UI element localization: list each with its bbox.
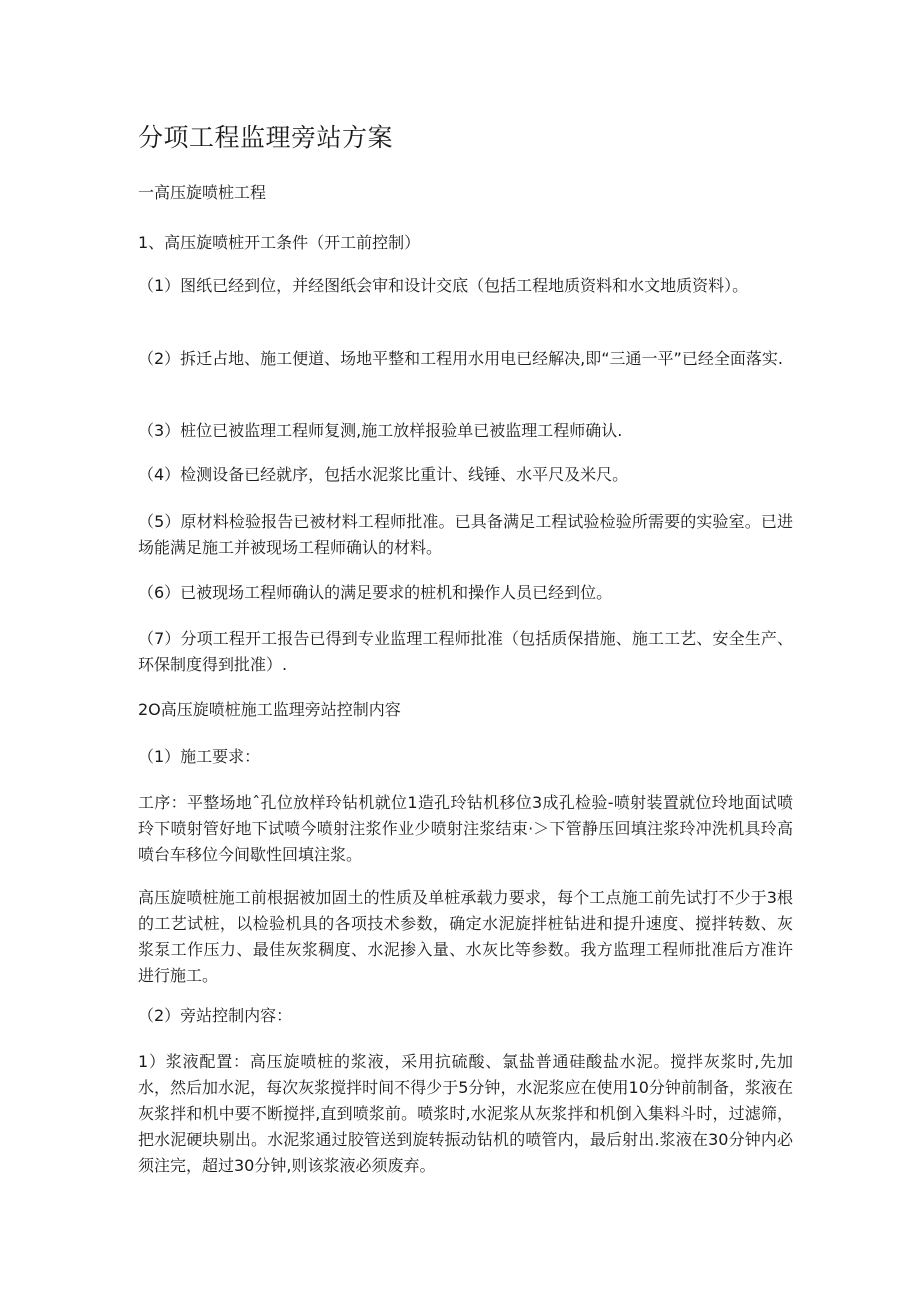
document-title: 分项工程监理旁站方案 (138, 123, 394, 152)
subsection-heading: 2O高压旋喷桩施工监理旁站控制内容 (138, 700, 401, 719)
condition-item: （2）拆迁占地、施工便道、场地平整和工程用水用电已经解决,即“三通一平”已经全面落实. (138, 349, 783, 368)
condition-item: （5）原材料检验报告已被材料工程师批准。已具备满足工程试验检验所需要的实验室。已进场能满足施工并被现场工程师确认的材料。 (138, 512, 793, 557)
body-paragraph: 工序：平整场地ˆ孔位放样玲钻机就位1造孔玲钻机移位3成孔检验-喷射装置就位玲地面试喷玲下喷射管好地下试喷今喷射注浆作业少喷射注浆结束·＞下管静压回填注浆玲冲洗机具玲高喷台车移位今间歇性回填注浆。 (138, 793, 793, 864)
section-heading: 一高压旋喷桩工程 (138, 183, 267, 202)
item-heading: （1）施工要求： (138, 747, 261, 766)
condition-item: （4）检测设备已经就序，包括水泥浆比重计、线锤、水平尺及米尺。 (138, 465, 629, 484)
subsection-heading: 1、高压旋喷桩开工条件（开工前控制） (138, 233, 421, 252)
condition-item: （1）图纸已经到位，并经图纸会审和设计交底（包括工程地质资料和水文地质资料）。 (138, 276, 749, 295)
condition-item: （7）分项工程开工报告已得到专业监理工程师批准（包括质保措施、施工工艺、安全生产、环保制度得到批准）. (138, 629, 793, 674)
condition-item: （3）桩位已被监理工程师复测,施工放样报验单已被监理工程师确认. (138, 421, 623, 440)
body-paragraph: 1）浆液配置：高压旋喷桩的浆液，采用抗硫酸、氯盐普通硅酸盐水泥。搅拌灰浆时,先加水，然后加水泥，每次灰浆搅拌时间不得少于5分钟，水泥浆应在使用10分钟前制备，浆液在灰浆拌和机中要不断搅拌,直到喷浆前。喷浆时,水泥浆从灰浆拌和机倒入集料斗时，过滤筛，把水泥硬块剔出。水泥浆通过胶管送到旋转振动钻机的喷管内，最后射出.浆液在30分钟内必须注完，超过30分钟,则该浆液必须废弃。 (138, 1052, 793, 1175)
condition-item: （6）已被现场工程师确认的满足要求的桩机和操作人员已经到位。 (138, 583, 613, 602)
body-paragraph: 高压旋喷桩施工前根据被加固土的性质及单桩承载力要求，每个工点施工前先试打不少于3根的工艺试桩，以检验机具的各项技术参数，确定水泥旋拌桩钻进和提升速度、搅拌转数、灰浆泵工作压力、最佳灰浆稠度、水泥掺入量、水灰比等参数。我方监理工程师批准后方准许进行施工。 (138, 888, 793, 985)
item-heading: （2）旁站控制内容： (138, 1006, 293, 1025)
